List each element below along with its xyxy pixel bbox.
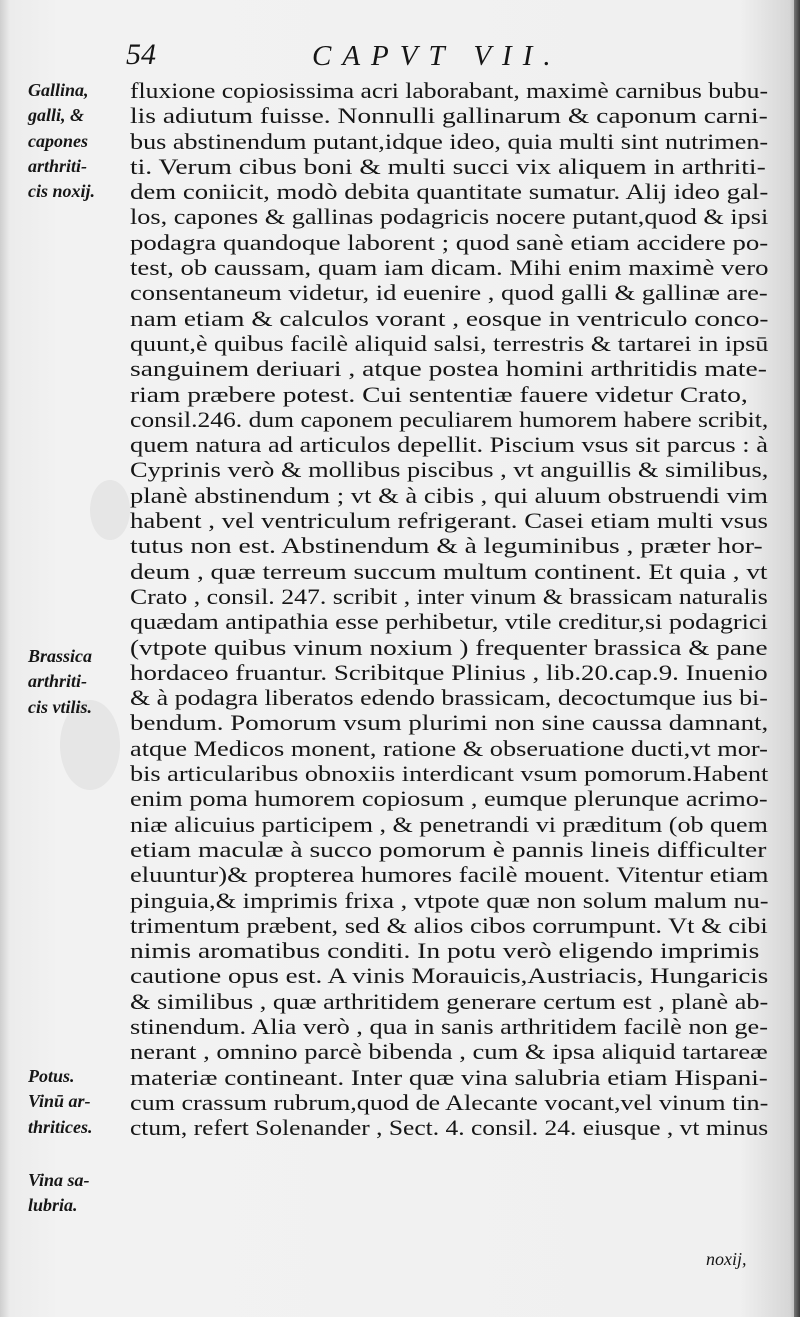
text-line: tutus non est. Abstinendum & à leguminibus , præter hor- bbox=[130, 533, 763, 559]
margin-note-line: lubria. bbox=[28, 1195, 78, 1216]
text-line: los, capones & gallinas podagricis nocere putant,quod & ipsi bbox=[130, 204, 769, 230]
text-line: test, ob caussam, quam iam dicam. Mihi enim maximè vero bbox=[130, 255, 769, 281]
text-line: enim poma humorem copiosum , eumque plerunque acrimo- bbox=[130, 786, 768, 812]
text-line: materiæ contineant. Inter quæ vina salubria etiam Hispani- bbox=[130, 1064, 768, 1090]
text-line: hordaceo fruantur. Scribitque Plinius , lib.20.cap.9. Inuenio bbox=[130, 659, 768, 685]
text-line: podagra quandoque laborent ; quod sanè etiam accidere po- bbox=[130, 229, 769, 255]
text-line: (vtpote quibus vinum noxium ) frequenter brassica & pane bbox=[130, 634, 768, 660]
margin-note-line: capones bbox=[28, 130, 88, 151]
text-line: & à podagra liberatos edendo brassicam, decoctumque ius bi- bbox=[130, 685, 768, 711]
text-line: quædam antipathia esse perhibetur, vtile creditur,si podagrici bbox=[130, 609, 768, 635]
margin-note-line: cis noxij. bbox=[28, 181, 96, 202]
text-line: consentaneum videtur, id euenire , quod galli & gallinæ are- bbox=[130, 280, 768, 306]
text-line: bis articularibus obnoxiis interdicant vsum pomorum.Habent bbox=[130, 761, 769, 787]
margin-notes bbox=[28, 78, 128, 1258]
margin-note-line: thritices. bbox=[28, 1116, 93, 1137]
text-line: trimentum præbent, sed & alios cibos corrumpunt. Vt & cibi bbox=[130, 912, 768, 938]
text-line: bus abstinendum putant,idque ideo, quia multi sint nutrimen- bbox=[130, 128, 769, 154]
text-line: bendum. Pomorum vsum plurimi non sine caussa damnant, bbox=[130, 710, 769, 736]
text-line: habent , vel ventriculum refrigerant. Casei etiam multi vsus bbox=[130, 508, 768, 534]
text-line: quunt,è quibus facilè aliquid salsi, terrestris & tartarei in ipsū bbox=[130, 330, 769, 356]
margin-note-line: arthriti- bbox=[28, 671, 88, 692]
text-line: lis adiutum fuisse. Nonnulli gallinarum & caponum carni- bbox=[130, 103, 768, 129]
running-head: CAPVT VII. bbox=[312, 40, 562, 72]
text-line: stinendum. Alia verò , qua in sanis arthritidem facilè non ge- bbox=[130, 1013, 768, 1039]
text-line: etiam maculæ à succo pomorum è pannis lineis difficulter bbox=[130, 836, 767, 862]
text-line: nerant , omnino parcè bibenda , cum & ipsa aliquid tartareæ bbox=[130, 1039, 768, 1065]
margin-note-line: Gallina, bbox=[28, 80, 89, 100]
text-line: consil.246. dum caponem peculiarem humorem habere scribit, bbox=[130, 406, 769, 432]
body-text bbox=[130, 78, 770, 1140]
margin-note-line: Vina sa- bbox=[28, 1170, 90, 1190]
margin-note-line: Vinū ar- bbox=[28, 1091, 91, 1112]
margin-note bbox=[28, 644, 128, 720]
text-line: nam etiam & calculos vorant , eosque in ventriculo conco- bbox=[130, 305, 769, 331]
text-line: cautione opus est. A vinis Morauicis,Austriacis, Hungaricis bbox=[130, 963, 769, 989]
text-line: Cyprinis verò & mollibus piscibus , vt anguillis & similibus, bbox=[130, 457, 769, 483]
margin-note bbox=[28, 1064, 128, 1140]
text-line: cum crassum rubrum,quod de Alecante vocant,vel vinum tin- bbox=[130, 1089, 769, 1115]
margin-note bbox=[28, 1168, 128, 1219]
text-line: fluxione copiosissima acri laborabant, maximè carnibus bubu- bbox=[130, 78, 769, 103]
page-header bbox=[0, 38, 800, 78]
margin-note-line: Potus. bbox=[28, 1066, 75, 1086]
margin-note-line: galli, & bbox=[28, 105, 85, 126]
text-line: dem coniicit, modò debita quantitate sumatur. Alij ideo gal- bbox=[130, 179, 769, 205]
text-line: pinguia,& imprimis frixa , vtpote quæ non solum malum nu- bbox=[130, 887, 769, 913]
margin-note bbox=[28, 78, 128, 204]
text-line: eluuntur)& propterea humores facilè mouent. Vitentur etiam bbox=[130, 862, 769, 888]
text-line: atque Medicos monent, ratione & obseruatione ducti,vt mor- bbox=[130, 735, 768, 761]
text-line: niæ alicuius participem , & penetrandi vi præditum (ob quem bbox=[130, 811, 768, 837]
text-line: ctum, refert Solenander , Sect. 4. consil. 24. eiusque , vt minus bbox=[130, 1115, 769, 1141]
text-line: riam præbere potest. Cui sententiæ fauere videtur Crato, bbox=[130, 381, 748, 407]
margin-note-line: cis vtilis. bbox=[28, 696, 92, 717]
text-line: quem natura ad articulos depellit. Piscium vsus sit parcus : à bbox=[130, 432, 768, 458]
text-line: ti. Verum cibus boni & multi succi vix aliquem in arthriti- bbox=[130, 153, 766, 179]
margin-note-line: arthriti- bbox=[28, 155, 88, 176]
margin-note-line: Brassica bbox=[28, 646, 93, 666]
text-line: & similibus , quæ arthritidem generare certum est , planè ab- bbox=[130, 988, 769, 1014]
text-line: sanguinem deriuari , atque postea homini arthritidis mate- bbox=[130, 356, 767, 382]
text-line: planè abstinendum ; vt & à cibis , qui aluum obstruendi vim bbox=[130, 482, 768, 508]
page-number: 54 bbox=[126, 38, 156, 71]
catchword: noxij, bbox=[706, 1249, 747, 1269]
text-line: Crato , consil. 247. scribit , inter vinum & brassicam naturalis bbox=[130, 583, 768, 609]
text-line: deum , quæ terreum succum multum continent. Et quia , vt bbox=[130, 558, 768, 584]
text-line: nimis aromatibus conditi. In potu verò eligendo imprimis bbox=[130, 938, 760, 964]
